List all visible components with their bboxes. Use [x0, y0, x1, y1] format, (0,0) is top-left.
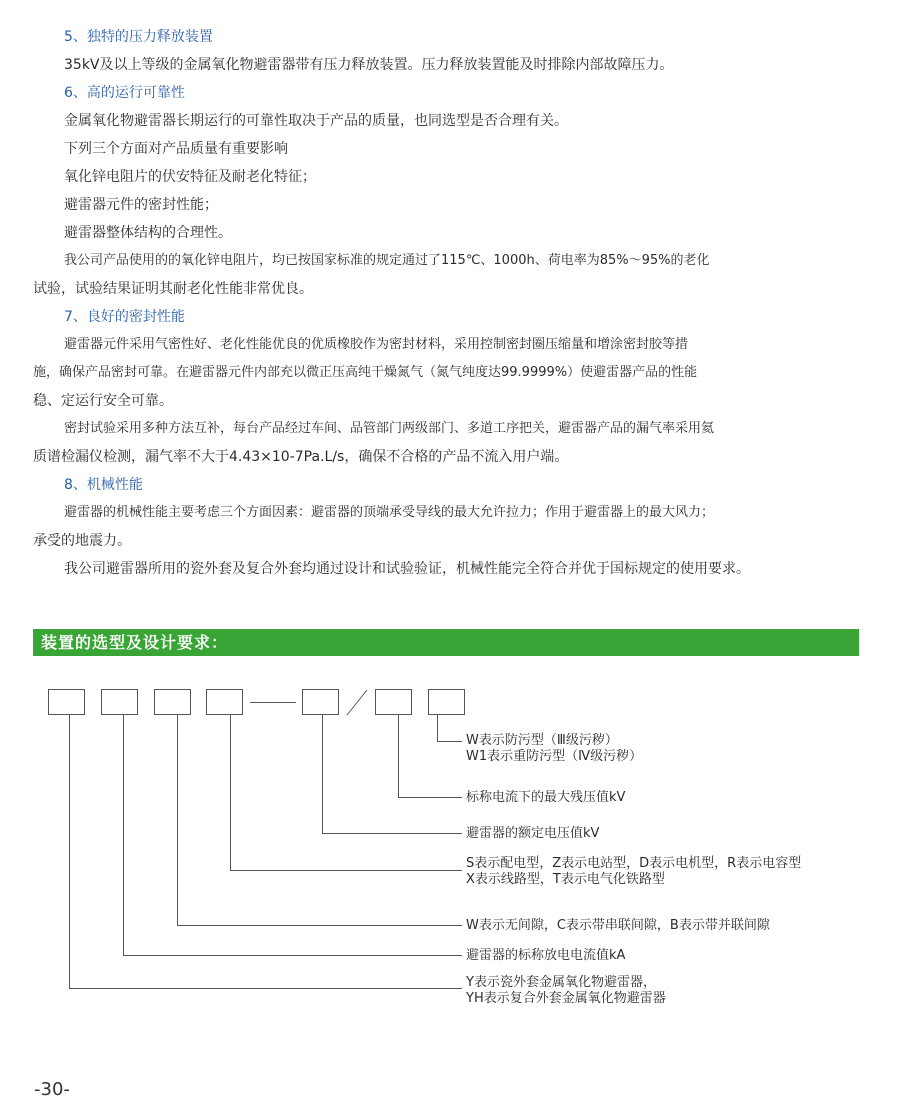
paragraph-line: 氧化锌电阻片的伏安特征及耐老化特征； [64, 169, 316, 185]
label-housing-type-2: YH表示复合外套金属氧化物避雷器 [466, 991, 666, 1006]
paragraph-line: 我公司避雷器所用的瓷外套及复合外套均通过设计和试验验证，机械性能完全符合并优于国标规定的使用要求。 [64, 561, 750, 577]
label-rated-voltage: 避雷器的额定电压值kV [466, 826, 600, 841]
paragraph-line: 避雷器整体结构的合理性。 [64, 225, 232, 241]
code-box-7 [429, 690, 465, 715]
paragraph-line: 施，确保产品密封可靠。在避雷器元件内部充以微正压高纯干燥氮气（氮气纯度达99.9999%）使避雷器产品的性能 [33, 365, 698, 380]
paragraph-line: 密封试验采用多种方法互补，每台产品经过车间、品管部门两级部门、多道工序把关，避雷器产品的漏气率采用氦 [64, 421, 715, 436]
leader-line-6 [399, 715, 463, 798]
section-heading-5: 5、独特的压力释放装置 [64, 29, 213, 45]
banner-title: 装置的选型及设计要求： [41, 633, 229, 652]
paragraph-line: 承受的地震力。 [33, 533, 131, 549]
code-box-6 [376, 690, 412, 715]
label-housing-type: Y表示瓷外套金属氧化物避雷器， [466, 975, 656, 990]
section-heading-6: 6、高的运行可靠性 [64, 85, 185, 101]
paragraph-line: 避雷器元件采用气密性好、老化性能优良的优质橡胶作为密封材料，采用控制密封圈压缩量和增涂密封胶等措 [64, 337, 689, 352]
leader-line-3 [178, 715, 463, 926]
paragraph-line: 金属氧化物避雷器长期运行的可靠性取决于产品的质量，也同选型是否合理有关。 [64, 113, 568, 129]
paragraph-line: 质谱检漏仪检测，漏气率不大于4.43×10-7Pa.L/s，确保不合格的产品不流入用户端。 [33, 449, 569, 465]
paragraph-line: 试验，试验结果证明其耐老化性能非常优良。 [33, 281, 313, 297]
paragraph-line: 避雷器的机械性能主要考虑三个方面因素：避雷器的顶端承受导线的最大允许拉力；作用于避雷器上的最大风力； [64, 505, 715, 520]
code-slash [347, 690, 367, 715]
leader-line-5 [323, 715, 463, 834]
label-application-type: S表示配电型，Z表示电站型，D表示电机型，R表示电容型 [466, 856, 802, 871]
code-box-5 [303, 690, 339, 715]
paragraph-line: 稳、定运行安全可靠。 [33, 393, 173, 409]
code-box-4 [207, 690, 243, 715]
page-number: -30- [34, 1079, 70, 1100]
paragraph-line: 35kV及以上等级的金属氧化物避雷器带有压力释放装置。压力释放装置能及时排除内部故障压力。 [64, 57, 674, 73]
paragraph-line: 下列三个方面对产品质量有重要影响 [64, 141, 288, 157]
label-application-type-2: X表示线路型，T表示电气化铁路型 [466, 872, 665, 887]
label-pollution-class-heavy: W1表示重防污型（Ⅳ级污秽） [466, 749, 643, 764]
label-residual-voltage: 标称电流下的最大残压值kV [466, 790, 626, 805]
section-heading-7: 7、良好的密封性能 [64, 309, 185, 325]
label-discharge-current: 避雷器的标称放电电流值kA [466, 948, 626, 963]
section-heading-8: 8、机械性能 [64, 477, 143, 493]
leader-line-4 [231, 715, 463, 871]
leader-line-2 [124, 715, 463, 956]
code-box-2 [102, 690, 138, 715]
label-gap-type: W表示无间隙，C表示带串联间隙，B表示带并联间隙 [466, 918, 770, 933]
leader-line-1 [70, 715, 463, 989]
code-box-3 [155, 690, 191, 715]
code-box-1 [49, 690, 85, 715]
paragraph-line: 避雷器元件的密封性能； [64, 197, 218, 213]
paragraph-line: 我公司产品使用的的氧化锌电阻片，均已按国家标准的规定通过了115℃、1000h、荷电率为85%～95%的老化 [64, 253, 710, 268]
leader-line-7 [438, 715, 463, 742]
label-pollution-class: W表示防污型（Ⅲ级污秽） [466, 733, 618, 748]
